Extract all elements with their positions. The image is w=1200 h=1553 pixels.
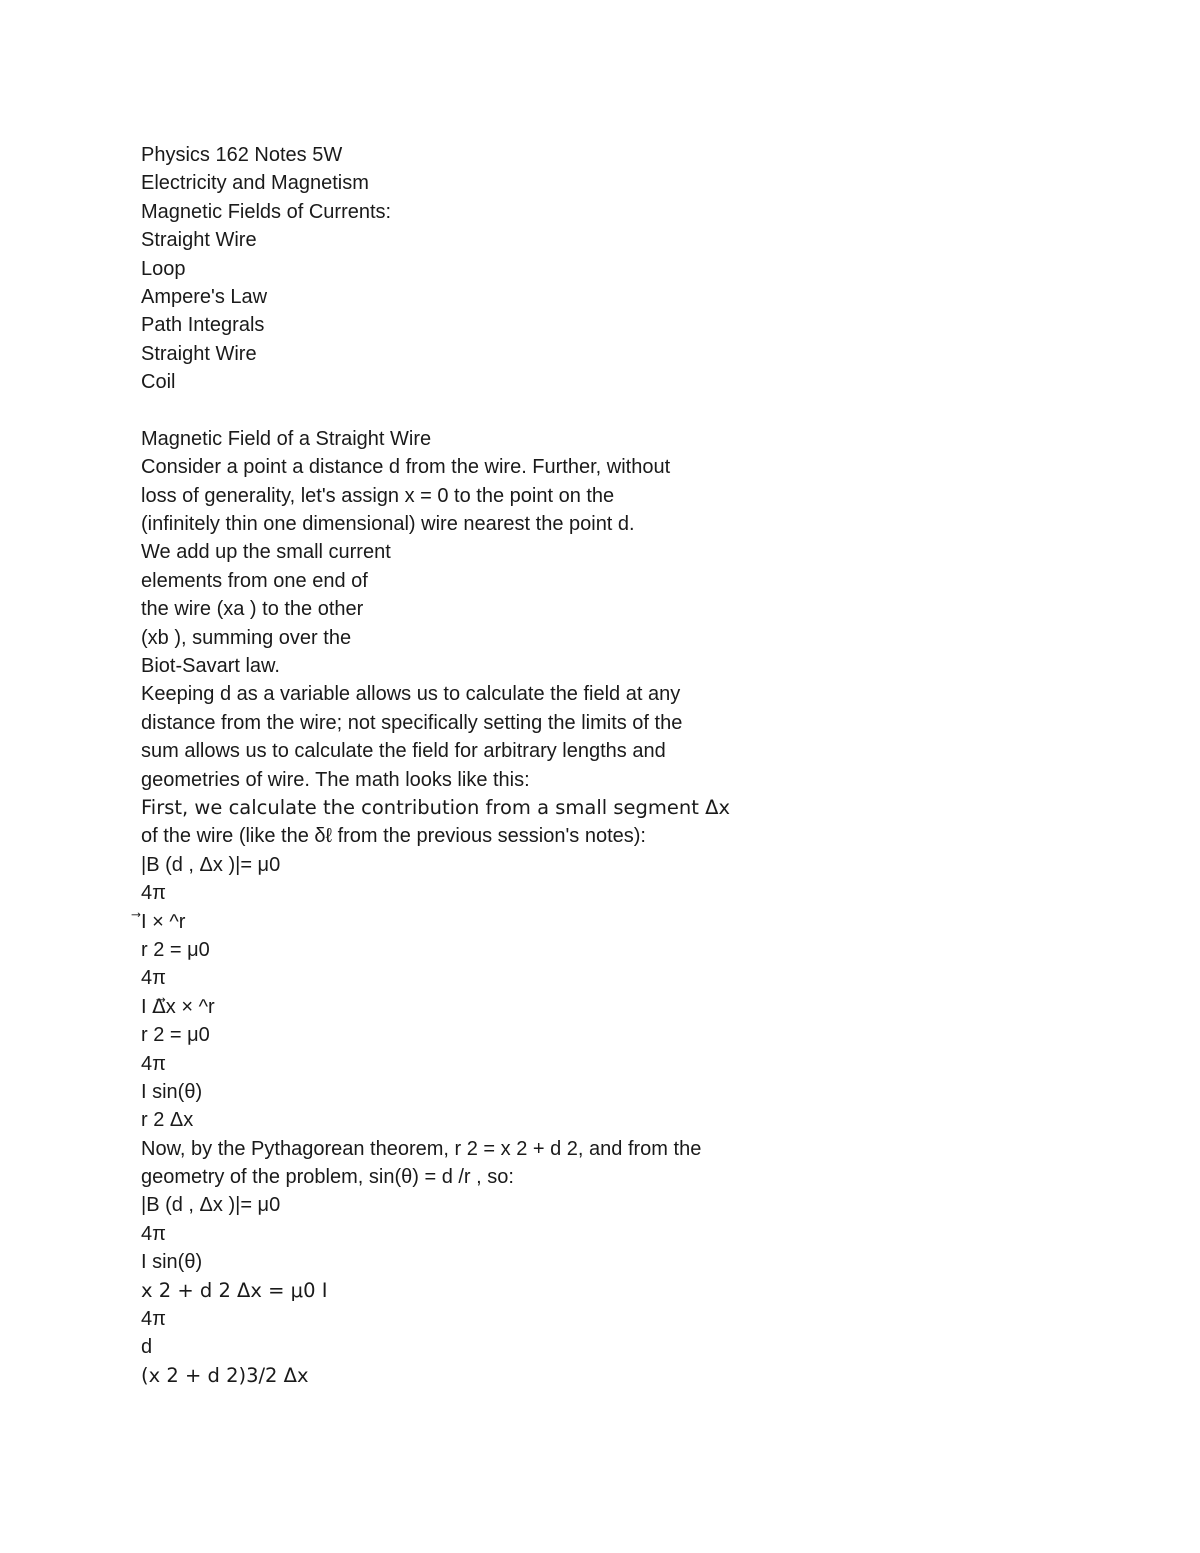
paragraph-line: the wire (xa ) to the other bbox=[141, 598, 364, 621]
equation-line: 4π bbox=[141, 1308, 166, 1331]
outline-item: Path Integrals bbox=[141, 314, 265, 337]
equation-line: I sin(θ) bbox=[141, 1080, 203, 1103]
equation-line: (x 2 + d 2)3/2 Δx bbox=[141, 1363, 309, 1387]
blank-line bbox=[141, 397, 1141, 425]
outline-item: Ampere's Law bbox=[141, 285, 268, 308]
outline-item: Straight Wire bbox=[141, 229, 257, 252]
equation-line: ⃗I × ^r bbox=[141, 910, 186, 933]
doc-subtitle: Electricity and Magnetism bbox=[141, 172, 369, 195]
equation-line: I Δ⃗x × ^r bbox=[141, 995, 215, 1018]
paragraph-line: (infinitely thin one dimensional) wire nearest the point d. bbox=[141, 513, 635, 536]
paragraph-line: of the wire (like the δℓ from the previous session's notes): bbox=[141, 825, 646, 848]
equation-line: r 2 Δx bbox=[141, 1109, 194, 1132]
paragraph-line: (xb ), summing over the bbox=[141, 626, 352, 649]
paragraph-line: First, we calculate the contribution from a small segment Δx bbox=[141, 795, 731, 819]
paragraph-line: distance from the wire; not specifically setting the limits of the bbox=[141, 711, 683, 734]
equation-line: |B (d , Δx )|= μ0 bbox=[141, 853, 281, 876]
outline-heading: Magnetic Fields of Currents: bbox=[141, 200, 392, 223]
paragraph-line: elements from one end of bbox=[141, 569, 368, 592]
outline-item: Coil bbox=[141, 371, 176, 394]
equation-line: 4π bbox=[141, 1222, 166, 1245]
paragraph-line: sum allows us to calculate the field for arbitrary lengths and bbox=[141, 740, 666, 763]
equation-line: 4π bbox=[141, 882, 166, 905]
outline-item: Loop bbox=[141, 257, 186, 280]
outline-item: Straight Wire bbox=[141, 342, 257, 365]
paragraph-line: geometry of the problem, sin(θ) = d /r , so: bbox=[141, 1166, 514, 1189]
paragraph-line: We add up the small current bbox=[141, 541, 391, 564]
equation-line: x 2 + d 2 Δx = μ0 I bbox=[141, 1278, 328, 1302]
paragraph-line: Consider a point a distance d from the wire. Further, without bbox=[141, 456, 671, 479]
equation-line: I sin(θ) bbox=[141, 1251, 203, 1274]
equation-line: d bbox=[141, 1336, 153, 1359]
equation-line: |B (d , Δx )|= μ0 bbox=[141, 1194, 281, 1217]
equation-line: 4π bbox=[141, 967, 166, 990]
paragraph-line: Biot-Savart law. bbox=[141, 655, 280, 678]
equation-line: r 2 = μ0 bbox=[141, 1024, 210, 1047]
equation-line: r 2 = μ0 bbox=[141, 938, 210, 961]
paragraph-line: loss of generality, let's assign x = 0 to the point on the bbox=[141, 484, 615, 507]
section-heading: Magnetic Field of a Straight Wire bbox=[141, 427, 432, 450]
equation-line: 4π bbox=[141, 1052, 166, 1075]
paragraph-line: Now, by the Pythagorean theorem, r 2 = x 2 + d 2, and from the bbox=[141, 1137, 702, 1160]
paragraph-line: geometries of wire. The math looks like this: bbox=[141, 768, 530, 791]
document-text bbox=[141, 141, 1141, 1390]
paragraph-line: Keeping d as a variable allows us to calculate the field at any bbox=[141, 683, 681, 706]
doc-title: Physics 162 Notes 5W bbox=[141, 144, 343, 166]
